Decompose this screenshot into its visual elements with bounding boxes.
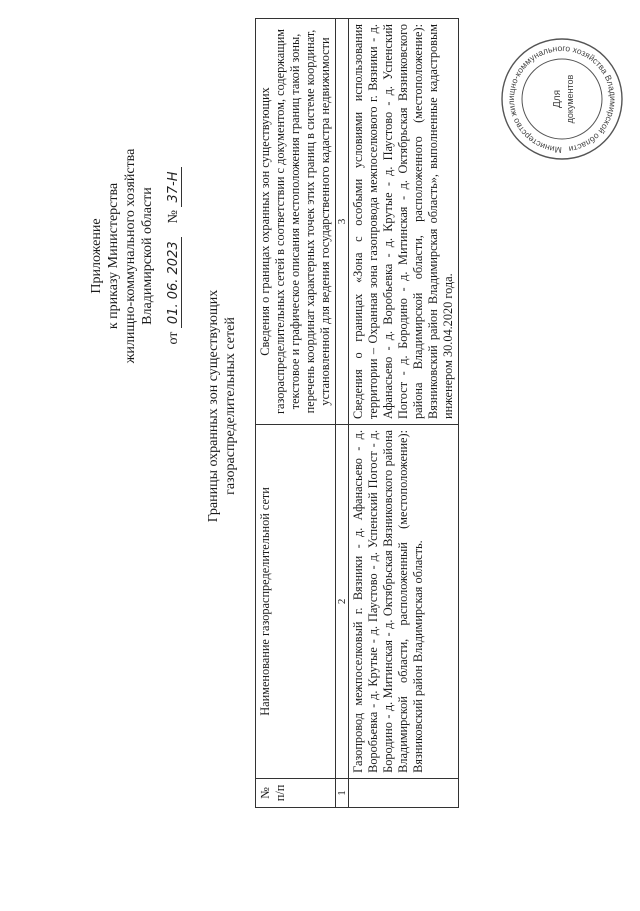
row-number	[349, 778, 459, 807]
boundaries-table	[255, 18, 459, 808]
header-network-name: Наименование газораспределительной сети	[256, 424, 336, 778]
title-line-1: Границы охранных зон существующих	[206, 289, 221, 523]
title-line-2: газораспределительных сетей	[223, 317, 238, 495]
header-zone-info: Сведения о границах охранных зон существующих газораспределительных сетей в соответствии с документом, содержащим текстовое и графическое описания местоположения границ такой зоны, перечень координат характерных точек этих границ в системе координат, установленной для ведения государственного кадастра недвижимости	[256, 19, 336, 425]
column-number-row	[336, 19, 349, 808]
stamp-ring-text: Министерство жилищно-коммунального хозяйства Владимирской области	[505, 42, 619, 156]
appendix-header	[88, 121, 182, 391]
order-line	[165, 121, 182, 391]
column-number-1: 1	[336, 778, 349, 807]
order-date: 01. 06. 2023	[166, 237, 182, 328]
header-number: № п/п	[256, 778, 336, 807]
stamp-center-line-2: документов	[565, 74, 575, 124]
appendix-ministry: жилищно-коммунального хозяйства	[123, 148, 138, 364]
official-stamp	[498, 35, 626, 163]
column-number-2: 2	[336, 424, 349, 778]
stamp-center-line-1: Для	[552, 89, 563, 109]
document-title	[205, 241, 239, 571]
order-number: 37-Н	[166, 168, 182, 207]
column-number-3: 3	[336, 19, 349, 425]
table-row	[349, 19, 459, 808]
appendix-region: Владимирской области	[140, 187, 155, 325]
appendix-order-ref: к приказу Министерства	[106, 182, 121, 330]
row-network-name: Газопровод межпоселковый г. Вязники - д. Афанасьево - д. Воробьевка - д. Крутые - д. Паустово - д. Успенский Погост - д. Бородино - д. Митинская - д. Октябрьская Вязниковского района Владимирской области, расположенный (местоположение): Вязниковский район Владимирская область.	[349, 424, 459, 778]
order-date-prefix: от	[166, 331, 181, 345]
appendix-label: Приложение	[89, 218, 104, 294]
row-zone-info: Сведения о границах «Зона с особыми условиями использования территории – Охранная зона газопровода межпоселкового г. Вязники - д. Афанасьево - д. Воробьевка - д. Крутые - д. Паустово - д. Успенский Погост - д. Бородино - д. Митинская - д. Октябрьская Вязниковского района Владимирской области, расположенного (местоположение): Вязниковский район Владимирская область», выполненные кадастровым инженером 30.04.2020 года.	[349, 19, 459, 425]
order-number-prefix: №	[166, 210, 181, 224]
table-header-row	[256, 19, 336, 808]
